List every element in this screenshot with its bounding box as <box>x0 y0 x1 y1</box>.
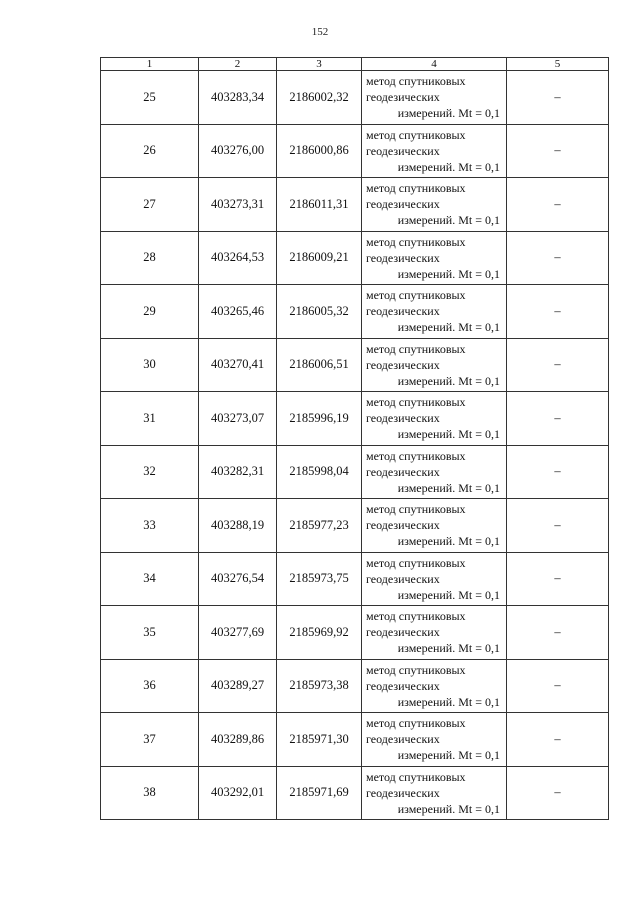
column-5-value: – <box>507 445 609 499</box>
method-cell <box>362 178 507 232</box>
coordinate-x: 403265,46 <box>199 285 277 339</box>
coordinate-x: 403292,01 <box>199 766 277 820</box>
method-line-3: измерений. Mt = 0,1 <box>397 587 500 602</box>
method-line-3: измерений. Mt = 0,1 <box>397 427 500 442</box>
point-number: 35 <box>101 606 199 660</box>
table-row <box>101 338 609 392</box>
coordinate-x: 403276,54 <box>199 552 277 606</box>
table-row <box>101 606 609 660</box>
method-cell <box>362 392 507 446</box>
coordinate-y: 2186005,32 <box>277 285 362 339</box>
method-line-1: метод спутниковых <box>366 288 466 303</box>
coordinate-x: 403288,19 <box>199 499 277 553</box>
method-line-2: геодезических <box>366 678 440 693</box>
coordinate-y: 2186009,21 <box>277 231 362 285</box>
coordinate-x: 403270,41 <box>199 338 277 392</box>
method-line-1: метод спутниковых <box>366 341 466 356</box>
column-5-value: – <box>507 124 609 178</box>
method-cell <box>362 713 507 767</box>
method-line-2: геодезических <box>366 197 440 212</box>
coordinate-y: 2185998,04 <box>277 445 362 499</box>
method-line-1: метод спутниковых <box>366 555 466 570</box>
point-number: 37 <box>101 713 199 767</box>
method-line-3: измерений. Mt = 0,1 <box>397 480 500 495</box>
method-line-1: метод спутниковых <box>366 127 466 142</box>
method-cell <box>362 338 507 392</box>
coordinate-x: 403277,69 <box>199 606 277 660</box>
method-line-1: метод спутниковых <box>366 502 466 517</box>
method-cell <box>362 606 507 660</box>
table-row <box>101 231 609 285</box>
point-number: 28 <box>101 231 199 285</box>
column-header-1: 1 <box>101 58 199 71</box>
point-number: 27 <box>101 178 199 232</box>
method-cell <box>362 552 507 606</box>
coordinates-table <box>100 57 609 820</box>
method-line-3: измерений. Mt = 0,1 <box>397 641 500 656</box>
coordinate-y: 2186011,31 <box>277 178 362 232</box>
column-5-value: – <box>507 178 609 232</box>
column-5-value: – <box>507 606 609 660</box>
method-line-2: геодезических <box>366 250 440 265</box>
coordinate-x: 403282,31 <box>199 445 277 499</box>
coordinate-y: 2186000,86 <box>277 124 362 178</box>
column-5-value: – <box>507 499 609 553</box>
method-line-3: измерений. Mt = 0,1 <box>397 694 500 709</box>
method-line-2: геодезических <box>366 571 440 586</box>
method-cell <box>362 285 507 339</box>
column-header-5: 5 <box>507 58 609 71</box>
table-row <box>101 178 609 232</box>
table-row <box>101 124 609 178</box>
point-number: 26 <box>101 124 199 178</box>
coordinate-y: 2185973,38 <box>277 659 362 713</box>
method-cell <box>362 659 507 713</box>
coordinate-x: 403289,86 <box>199 713 277 767</box>
coordinate-y: 2185996,19 <box>277 392 362 446</box>
coordinate-x: 403273,31 <box>199 178 277 232</box>
method-line-2: геодезических <box>366 785 440 800</box>
method-line-3: измерений. Mt = 0,1 <box>397 373 500 388</box>
method-line-2: геодезических <box>366 143 440 158</box>
column-5-value: – <box>507 392 609 446</box>
point-number: 31 <box>101 392 199 446</box>
method-line-1: метод спутниковых <box>366 234 466 249</box>
method-line-3: измерений. Mt = 0,1 <box>397 748 500 763</box>
coordinate-y: 2185977,23 <box>277 499 362 553</box>
method-line-3: измерений. Mt = 0,1 <box>397 266 500 281</box>
table-row <box>101 285 609 339</box>
method-cell <box>362 71 507 125</box>
point-number: 29 <box>101 285 199 339</box>
header-row <box>101 58 609 71</box>
method-cell <box>362 445 507 499</box>
coordinate-x: 403283,34 <box>199 71 277 125</box>
method-line-1: метод спутниковых <box>366 769 466 784</box>
coordinate-x: 403273,07 <box>199 392 277 446</box>
method-line-3: измерений. Mt = 0,1 <box>397 320 500 335</box>
column-5-value: – <box>507 713 609 767</box>
method-line-3: измерений. Mt = 0,1 <box>397 213 500 228</box>
coordinate-y: 2185971,30 <box>277 713 362 767</box>
column-header-4: 4 <box>362 58 507 71</box>
point-number: 30 <box>101 338 199 392</box>
page-number: 152 <box>311 26 329 38</box>
method-line-2: геодезических <box>366 732 440 747</box>
table-row <box>101 445 609 499</box>
point-number: 36 <box>101 659 199 713</box>
method-line-2: геодезических <box>366 90 440 105</box>
method-line-3: измерений. Mt = 0,1 <box>397 534 500 549</box>
method-line-1: метод спутниковых <box>366 716 466 731</box>
column-header-3: 3 <box>277 58 362 71</box>
table-row <box>101 71 609 125</box>
method-line-1: метод спутниковых <box>366 395 466 410</box>
method-line-1: метод спутниковых <box>366 662 466 677</box>
column-5-value: – <box>507 659 609 713</box>
column-header-2: 2 <box>199 58 277 71</box>
coordinate-y: 2186006,51 <box>277 338 362 392</box>
point-number: 25 <box>101 71 199 125</box>
column-5-value: – <box>507 285 609 339</box>
method-line-1: метод спутниковых <box>366 74 466 89</box>
point-number: 32 <box>101 445 199 499</box>
coordinate-x: 403264,53 <box>199 231 277 285</box>
column-5-value: – <box>507 231 609 285</box>
coordinate-y: 2186002,32 <box>277 71 362 125</box>
method-line-3: измерений. Mt = 0,1 <box>397 801 500 816</box>
column-5-value: – <box>507 766 609 820</box>
method-line-3: измерений. Mt = 0,1 <box>397 159 500 174</box>
table-row <box>101 392 609 446</box>
coordinate-y: 2185973,75 <box>277 552 362 606</box>
coordinate-x: 403276,00 <box>199 124 277 178</box>
method-cell <box>362 124 507 178</box>
table-row <box>101 659 609 713</box>
table-row <box>101 713 609 767</box>
method-line-1: метод спутниковых <box>366 181 466 196</box>
column-5-value: – <box>507 338 609 392</box>
point-number: 34 <box>101 552 199 606</box>
column-5-value: – <box>507 71 609 125</box>
method-line-2: геодезических <box>366 304 440 319</box>
point-number: 33 <box>101 499 199 553</box>
point-number: 38 <box>101 766 199 820</box>
method-line-1: метод спутниковых <box>366 448 466 463</box>
method-cell <box>362 499 507 553</box>
method-line-2: геодезических <box>366 411 440 426</box>
method-line-2: геодезических <box>366 357 440 372</box>
coordinate-y: 2185971,69 <box>277 766 362 820</box>
table-body <box>101 71 609 820</box>
table-header <box>101 58 609 71</box>
method-line-2: геодезических <box>366 464 440 479</box>
table-row <box>101 499 609 553</box>
coordinate-y: 2185969,92 <box>277 606 362 660</box>
method-line-3: измерений. Mt = 0,1 <box>397 106 500 121</box>
method-line-2: геодезических <box>366 625 440 640</box>
column-5-value: – <box>507 552 609 606</box>
method-cell <box>362 231 507 285</box>
method-cell <box>362 766 507 820</box>
method-line-1: метод спутниковых <box>366 609 466 624</box>
coordinate-x: 403289,27 <box>199 659 277 713</box>
table-row <box>101 766 609 820</box>
table-row <box>101 552 609 606</box>
method-line-2: геодезических <box>366 518 440 533</box>
